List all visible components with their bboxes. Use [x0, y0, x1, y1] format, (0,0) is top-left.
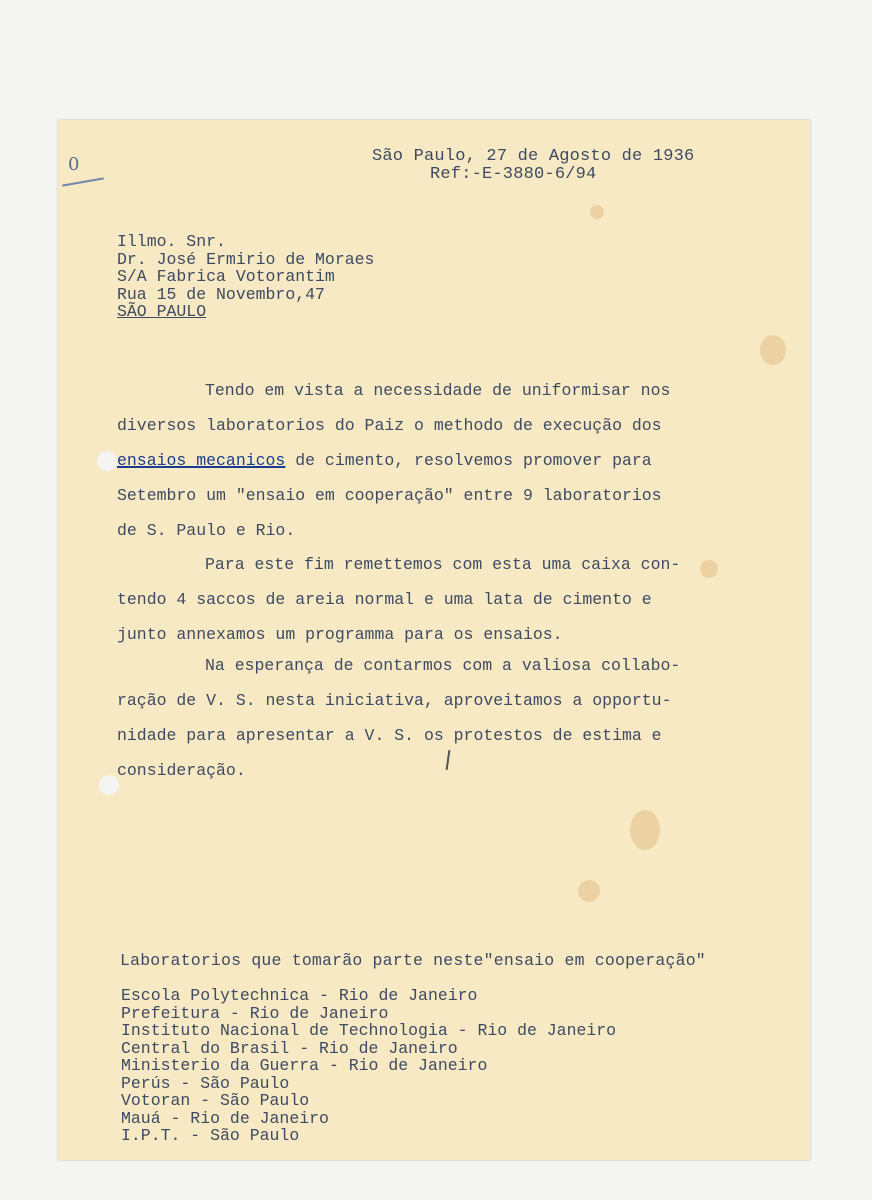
lab-item: Ministerio da Guerra - Rio de Janeiro [121, 1056, 488, 1075]
place-date: São Paulo, 27 de Agosto de 1936 [372, 147, 695, 166]
paragraph-2 [117, 547, 680, 652]
paragraph-3 [117, 648, 680, 788]
stain [590, 205, 604, 219]
body-line: junto annexamos um programma para os ensaios. [117, 625, 563, 644]
punch-hole [99, 775, 119, 795]
labs-heading: Laboratorios que tomarão parte neste"ensaio em cooperação" [120, 951, 706, 970]
body-line: nidade para apresentar a V. S. os protestos de estima e [117, 726, 662, 745]
paragraph-1 [117, 373, 670, 548]
stain [700, 560, 718, 578]
address-city: SÃO PAULO [117, 302, 207, 321]
underlined-phrase: ensaios mecanicos [117, 451, 286, 470]
address-line: Rua 15 de Novembro,47 [117, 284, 325, 304]
lab-item: Instituto Nacional de Technologia - Rio de Janeiro [121, 1021, 617, 1040]
lab-item: Mauá - Rio de Janeiro [121, 1108, 329, 1128]
stain [578, 880, 600, 902]
lab-item: Escola Polytechnica - Rio de Janeiro [121, 986, 478, 1005]
lab-item: Prefeitura - Rio de Janeiro [121, 1003, 389, 1023]
body-line: ração de V. S. nesta iniciativa, aproveitamos a opportu- [117, 691, 672, 710]
address-line: S/A Fabrica Votorantim [117, 267, 335, 286]
lab-item: Central do Brasil - Rio de Janeiro [121, 1038, 458, 1058]
body-line: de S. Paulo e Rio. [117, 521, 296, 540]
stain [630, 810, 660, 850]
lab-item: Perús - São Paulo [121, 1073, 290, 1093]
margin-note: 0 [68, 154, 80, 175]
stain [760, 335, 786, 365]
address-line: Illmo. Snr. [117, 232, 226, 251]
body-line: consideração. [117, 761, 246, 780]
lab-item: Votoran - São Paulo [121, 1091, 310, 1110]
body-line: tendo 4 saccos de areia normal e uma lata de cimento e [117, 590, 652, 609]
reference-number: Ref:-E-3880-6/94 [430, 165, 597, 184]
address-block [117, 233, 374, 321]
address-line: Dr. José Ermirio de Moraes [117, 249, 375, 269]
body-line: diversos laboratorios do Paiz o methodo de execução dos [117, 416, 662, 435]
body-line: Setembro um "ensaio em cooperação" entre 9 laboratorios [117, 486, 662, 505]
body-line: Para este fim remettemos com esta uma caixa con- [205, 555, 681, 574]
body-line: Na esperança de contarmos com a valiosa collabo- [205, 656, 681, 675]
body-line: ensaios mecanicos de cimento, resolvemos promover para [117, 451, 652, 470]
body-line: Tendo em vista a necessidade de uniformisar nos [205, 381, 671, 400]
lab-item: I.P.T. - São Paulo [121, 1126, 300, 1145]
labs-list [121, 987, 616, 1145]
punch-hole [97, 451, 117, 471]
